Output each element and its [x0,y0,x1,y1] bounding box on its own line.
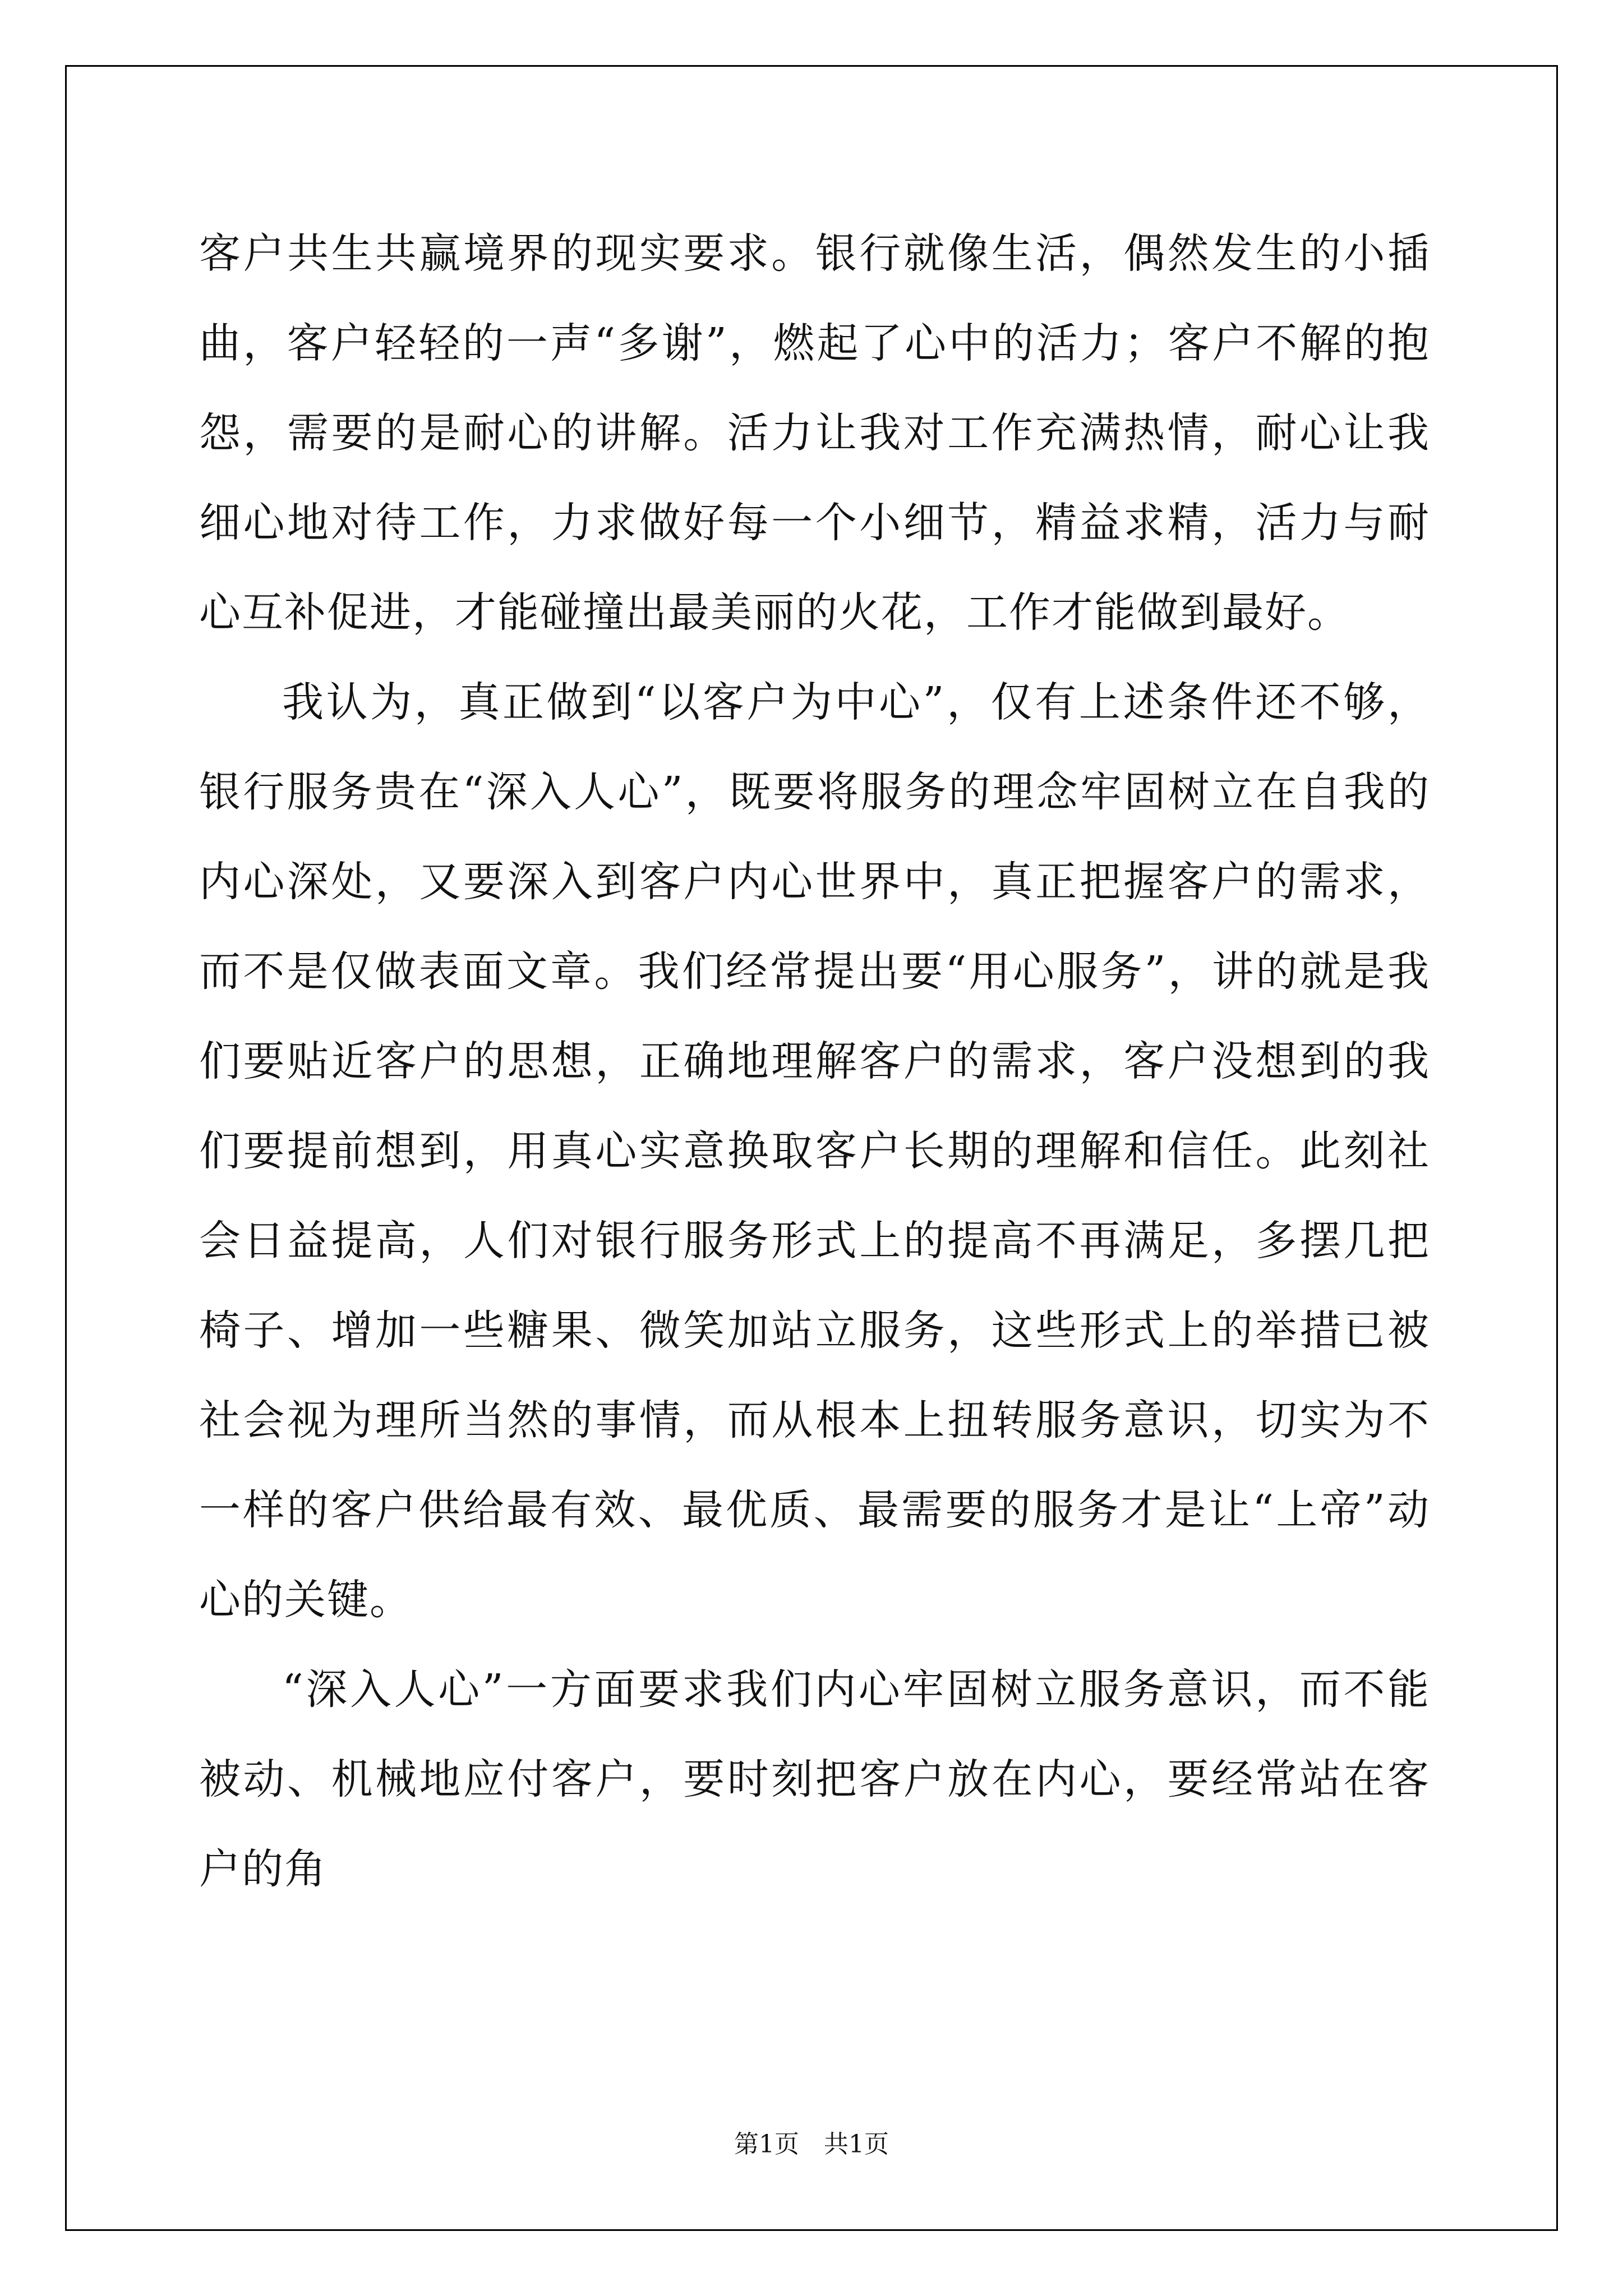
page-number-footer: 第1页 共1页 [734,2130,889,2159]
paragraph-3: “深入人心”一方面要求我们内心牢固树立服务意识，而不能被动、机械地应付客户，要时刻把客户放在内心，要经常站在客户的角 [199,1665,1430,1893]
paragraph-2: 我认为，真正做到“以客户为中心”，仅有上述条件还不够，银行服务贵在“深入人心”，既要将服务的理念牢固树立在自我的内心深处，又要深入到客户内心世界中，真正把握客户的需求，而不是仅做表面文章。我们经常提出要“用心服务”，讲的就是我们要贴近客户的思想，正确地理解客户的需求，客户没想到的我们要提前想到，用真心实意换取客户长期的理解和信任。此刻社会日益提高，人们对银行服务形式上的提高不再满足，多摆几把椅子、增加一些糖果、微笑加站立服务，这些形式上的举措已被社会视为理所当然的事情，而从根本上扭转服务意识，切实为不一样的客户供给最有效、最优质、最需要的服务才是让“上帝”动心的关键。 [199,678,1430,1624]
document-body [199,209,1430,1914]
paragraph-1: 客户共生共赢境界的现实要求。银行就像生活，偶然发生的小插曲，客户轻轻的一声“多谢”，燃起了心中的活力；客户不解的抱怨，需要的是耐心的讲解。活力让我对工作充满热情，耐心让我细心地对待工作，力求做好每一个小细节，精益求精，活力与耐心互补促进，才能碰撞出最美丽的火花，工作才能做到最好。 [199,229,1430,637]
